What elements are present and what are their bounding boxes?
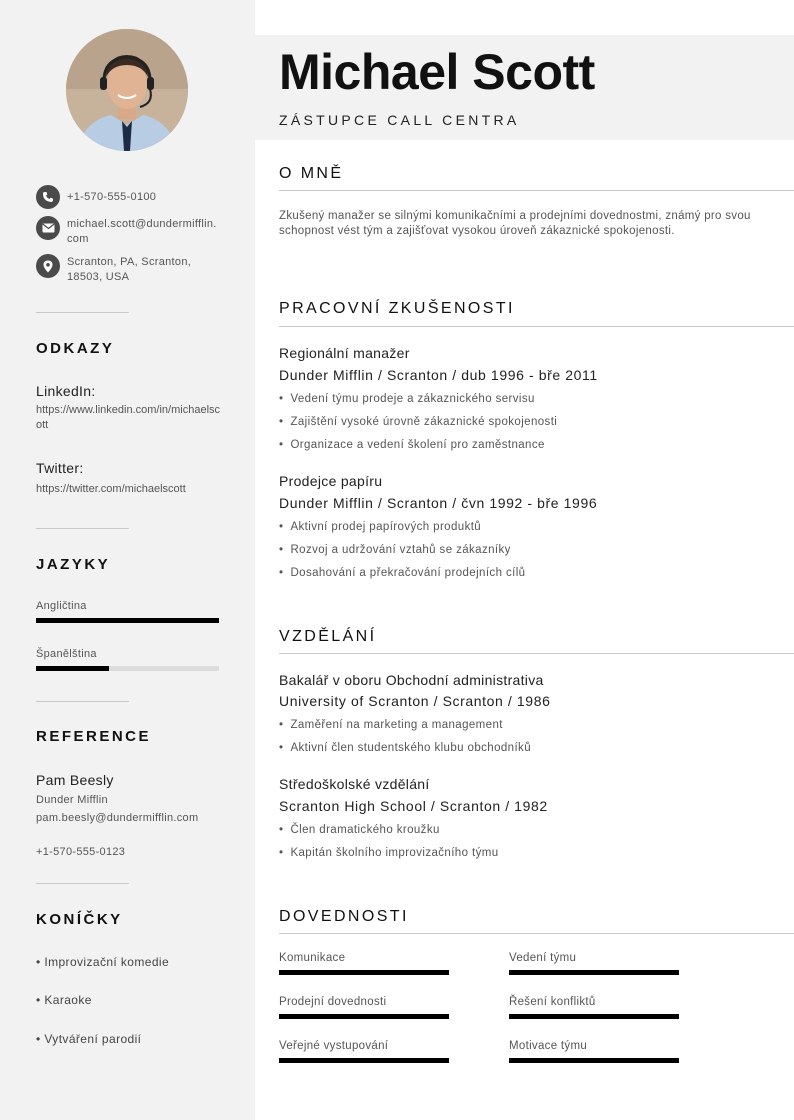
twitter-link[interactable]: https://twitter.com/michaelscott [36, 483, 186, 495]
linkedin-label: LinkedIn: [36, 383, 96, 399]
reference-company: Dunder Mifflin [36, 794, 108, 806]
education-title: Středoškolské vzdělání [279, 776, 430, 792]
skill-bar-fill [279, 1058, 449, 1063]
contact-email [36, 216, 236, 247]
skill-bar [509, 1058, 679, 1063]
skills-heading: DOVEDNOSTI [279, 908, 409, 925]
skill-bar [279, 1014, 449, 1019]
job-bullet: • Dosahování a překračování prodejních cílů [279, 567, 525, 579]
linkedin-link[interactable]: https://www.linkedin.com/in/michaelscott [36, 404, 221, 431]
sidebar-divider [36, 312, 129, 313]
email-text: michael.scott@dundermifflin.com [67, 218, 217, 245]
contact-phone [36, 185, 236, 209]
experience-heading: PRACOVNÍ ZKUŠENOSTI [279, 300, 515, 317]
job-details: Dunder Mifflin / Scranton / dub 1996 - bře 2011 [279, 367, 598, 383]
contact-location [36, 254, 236, 285]
profile-photo [66, 29, 188, 151]
language-name: Španělština [36, 648, 97, 660]
skill-bar-fill [509, 1014, 679, 1019]
education-title: Bakalář v oboru Obchodní administrativa [279, 672, 544, 688]
reference-heading: REFERENCE [36, 728, 152, 745]
twitter-label: Twitter: [36, 460, 84, 476]
skill-name: Veřejné vystupování [279, 1040, 389, 1052]
hobby-label: Karaoke [44, 993, 92, 1007]
skill-name: Motivace týmu [509, 1040, 588, 1052]
job-bullet: • Vedení týmu prodeje a zákaznického servisu [279, 393, 535, 405]
section-rule [279, 933, 794, 934]
skill-bar [509, 1014, 679, 1019]
person-name: Michael Scott [279, 44, 595, 100]
hobby-item: • Vytváření parodií [36, 1032, 142, 1046]
skill-bar-fill [279, 970, 449, 975]
education-bullet: • Člen dramatického kroužku [279, 824, 440, 836]
language-bar-fill [36, 666, 109, 671]
skill-bar-fill [509, 970, 679, 975]
job-bullet: • Aktivní prodej papírových produktů [279, 521, 481, 533]
links-heading: ODKAZY [36, 340, 115, 357]
language-bar [36, 666, 219, 671]
sidebar [0, 0, 255, 1120]
skill-bar [279, 970, 449, 975]
about-heading: O MNĚ [279, 165, 344, 182]
skill-bar-fill [279, 1014, 449, 1019]
location-icon [36, 254, 60, 278]
job-bullet: • Organizace a vedení školení pro zaměstnance [279, 439, 545, 451]
language-bar-fill [36, 618, 219, 623]
reference-email: pam.beesly@dundermifflin.com [36, 812, 199, 824]
hobbies-heading: KONÍČKY [36, 911, 123, 928]
hobby-label: Vytváření parodií [44, 1032, 142, 1046]
education-bullet: • Zaměření na marketing a management [279, 719, 503, 731]
languages-heading: JAZYKY [36, 556, 111, 573]
job-bullet: • Rozvoj a udržování vztahů se zákazníky [279, 544, 511, 556]
language-bar [36, 618, 219, 623]
job-title: Prodejce papíru [279, 473, 383, 489]
section-rule [279, 190, 794, 191]
skill-name: Prodejní dovednosti [279, 996, 387, 1008]
skill-name: Vedení týmu [509, 952, 577, 964]
education-details: University of Scranton / Scranton / 1986 [279, 693, 551, 709]
section-rule [279, 326, 794, 327]
phone-icon [36, 185, 60, 209]
hobby-label: Improvizační komedie [44, 955, 170, 969]
job-title: Regionální manažer [279, 345, 410, 361]
skill-bar-fill [509, 1058, 679, 1063]
location-text: Scranton, PA, Scranton, 18503, USA [67, 256, 192, 283]
skill-name: Řešení konfliktů [509, 996, 596, 1008]
education-bullet: • Aktivní člen studentského klubu obchodníků [279, 742, 531, 754]
section-rule [279, 653, 794, 654]
education-details: Scranton High School / Scranton / 1982 [279, 798, 548, 814]
phone-text: +1-570-555-0100 [67, 191, 157, 203]
job-details: Dunder Mifflin / Scranton / čvn 1992 - bře 1996 [279, 495, 598, 511]
reference-phone: +1-570-555-0123 [36, 846, 126, 858]
hobby-item: • Improvizační komedie [36, 955, 170, 969]
hobby-item: • Karaoke [36, 993, 92, 1007]
email-icon [36, 216, 60, 240]
sidebar-divider [36, 528, 129, 529]
reference-name: Pam Beesly [36, 772, 114, 788]
education-bullet: • Kapitán školního improvizačního týmu [279, 847, 499, 859]
education-heading: VZDĚLÁNÍ [279, 628, 377, 645]
sidebar-divider [36, 883, 129, 884]
person-role: ZÁSTUPCE CALL CENTRA [279, 112, 520, 128]
skill-bar [279, 1058, 449, 1063]
sidebar-divider [36, 701, 129, 702]
skill-bar [509, 970, 679, 975]
about-text: Zkušený manažer se silnými komunikačními a prodejními dovednostmi, známý pro svou schopnost vést tým a zajišťovat vysokou úroveň zákaznické spokojenosti. [279, 210, 751, 237]
job-bullet: • Zajištění vysoké úrovně zákaznické spokojenosti [279, 416, 557, 428]
skill-name: Komunikace [279, 952, 346, 964]
main-content [255, 0, 794, 1120]
language-name: Angličtina [36, 600, 87, 612]
